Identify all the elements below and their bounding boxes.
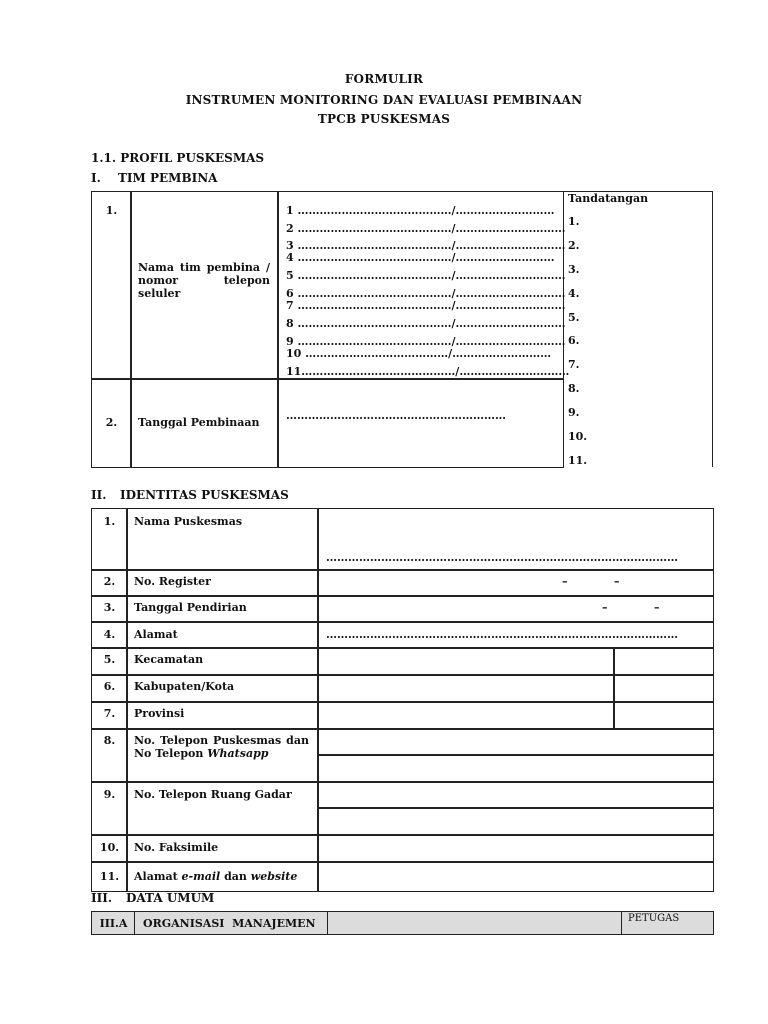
organisasi-title: ORGANISASI MANAJEMEN	[143, 917, 316, 930]
email-website-label	[134, 870, 297, 883]
telepon-puskesmas-label	[134, 734, 309, 760]
identitas-num: 11.	[99, 870, 120, 883]
telepon-whatsapp-field[interactable]	[317, 754, 714, 783]
tim-row1-label-cell	[130, 191, 279, 380]
tim-member-line[interactable]: 9 ……………………………………/…………………………	[286, 335, 566, 348]
identitas-num: 10.	[99, 841, 120, 854]
tim-member-line[interactable]: 4 ……………………………………/………………………	[286, 251, 555, 264]
tim-member-line[interactable]: 5 ……………………………………/…………………………	[286, 269, 566, 282]
tim-member-line[interactable]: 2 ……………………………………/…………………………	[286, 222, 566, 235]
tim-row1-label: Nama tim pembina / nomor telepon seluler	[138, 261, 270, 300]
organisasi-blank-cell	[327, 911, 623, 935]
email-italic-text: e-mail	[181, 870, 221, 883]
signature-number[interactable]: 9.	[568, 406, 580, 419]
identitas-num: 3.	[103, 601, 116, 614]
kabupaten-kota-field[interactable]	[317, 674, 615, 703]
identitas-label-cell	[126, 701, 319, 730]
tim-member-line[interactable]: 1 ……………………………………/………………………	[286, 204, 555, 217]
identitas-num-cell	[91, 674, 128, 703]
signature-number[interactable]: 11.	[568, 454, 588, 467]
tim-row2-value-cell[interactable]	[277, 378, 564, 468]
identitas-num-cell	[91, 569, 128, 597]
form-subtitle-2: TPCB PUSKESMAS	[317, 112, 451, 126]
tim-member-line[interactable]: 6 ……………………………………/…………………………	[286, 287, 566, 300]
form-subtitle: INSTRUMEN MONITORING DAN EVALUASI PEMBINAAN	[185, 93, 583, 107]
tim-row2-label: Tanggal Pembinaan	[138, 416, 260, 429]
identitas-label-cell	[126, 595, 319, 623]
section-ii-title: IDENTITAS PUSKESMAS	[120, 488, 289, 502]
kecamatan-code-field[interactable]	[613, 647, 714, 676]
register-dash: –	[562, 575, 568, 588]
signature-number[interactable]: 2.	[568, 239, 580, 252]
identitas-num-cell	[91, 781, 128, 836]
no-register-label: No. Register	[134, 575, 211, 588]
signature-number[interactable]: 6.	[568, 334, 580, 347]
identitas-num: 9.	[103, 788, 116, 801]
tim-row1-num: 1.	[105, 204, 118, 217]
telepon-ruang-gadar-field[interactable]	[317, 781, 714, 809]
identitas-num-cell	[91, 861, 128, 892]
telepon-ruang-gadar-label: No. Telepon Ruang Gadar	[134, 788, 292, 801]
identitas-label-cell	[126, 508, 319, 571]
nama-puskesmas-label: Nama Puskesmas	[134, 515, 243, 528]
identitas-num-cell	[91, 701, 128, 730]
identitas-num-cell	[91, 728, 128, 783]
faksimile-field[interactable]	[317, 834, 714, 863]
identitas-num: 1.	[103, 515, 116, 528]
identitas-label-cell	[126, 834, 319, 863]
iii-a-code-cell	[91, 911, 136, 935]
identitas-num-cell	[91, 834, 128, 863]
identitas-label-cell	[126, 861, 319, 892]
identitas-num: 8.	[103, 734, 116, 747]
identitas-label-cell	[126, 728, 319, 783]
tim-member-line[interactable]: 3 ……………………………………/…………………………	[286, 239, 566, 252]
kabupaten-kota-code-field[interactable]	[613, 674, 714, 703]
section-iii-roman: III.	[91, 891, 113, 905]
identitas-num-cell	[91, 508, 128, 571]
date-dash: –	[602, 601, 608, 614]
provinsi-code-field[interactable]	[613, 701, 714, 730]
section-ii-roman: II.	[91, 488, 107, 502]
email-and-text: dan	[224, 870, 247, 883]
identitas-label-cell	[126, 674, 319, 703]
date-dash: –	[654, 601, 660, 614]
kecamatan-field[interactable]	[317, 647, 615, 676]
faksimile-label: No. Faksimile	[134, 841, 219, 854]
alamat-dots: ……………………………………………………………………………………	[326, 628, 678, 641]
section-i-title: TIM PEMBINA	[118, 171, 218, 185]
identitas-label-cell	[126, 569, 319, 597]
tim-member-line[interactable]: 8 ……………………………………/…………………………	[286, 317, 566, 330]
telepon-puskesmas-label-text: No. Telepon Puskesmas dan No Telepon	[134, 734, 309, 760]
section-iii-title: DATA UMUM	[126, 891, 215, 905]
identitas-num: 6.	[103, 680, 116, 693]
tanggal-pendirian-field[interactable]	[317, 595, 714, 623]
alamat-field[interactable]	[317, 621, 714, 649]
identitas-num: 7.	[103, 707, 116, 720]
form-title: FORMULIR	[344, 72, 424, 86]
identitas-num-cell	[91, 595, 128, 623]
email-label-text: Alamat	[134, 870, 178, 883]
signature-column	[562, 191, 713, 467]
identitas-num-cell	[91, 647, 128, 676]
no-register-field[interactable]	[317, 569, 714, 597]
tim-row2-num-cell	[91, 378, 132, 468]
nama-puskesmas-field[interactable]	[317, 508, 714, 571]
section-i-roman: I.	[91, 171, 101, 185]
kabupaten-kota-label: Kabupaten/Kota	[134, 680, 235, 693]
whatsapp-label-text: Whatsapp	[207, 747, 269, 760]
petugas-header: PETUGAS	[628, 913, 680, 924]
tim-row2-num: 2.	[105, 416, 118, 429]
identitas-label-cell	[126, 647, 319, 676]
tim-row2-label-cell	[130, 378, 279, 468]
tim-row1-lines-cell	[277, 191, 570, 380]
identitas-num-cell	[91, 621, 128, 649]
petugas-cell	[621, 911, 714, 935]
alamat-label: Alamat	[134, 628, 178, 641]
provinsi-label: Provinsi	[134, 707, 185, 720]
identitas-label-cell	[126, 621, 319, 649]
register-dash: –	[614, 575, 620, 588]
signature-number[interactable]: 3.	[568, 263, 580, 276]
telepon-puskesmas-field[interactable]	[317, 728, 714, 756]
tim-member-line[interactable]: 10 …………………………………/………………………	[286, 347, 552, 360]
organisasi-title-cell	[134, 911, 329, 935]
kecamatan-label: Kecamatan	[134, 653, 204, 666]
identitas-label-cell	[126, 781, 319, 836]
signature-number[interactable]: 8.	[568, 382, 580, 395]
identitas-num: 2.	[103, 575, 116, 588]
tim-row1-num-cell	[91, 191, 132, 380]
signature-title: Tandatangan	[568, 192, 649, 205]
section-profile-heading: 1.1. PROFIL PUSKESMAS	[91, 151, 265, 165]
telepon-ruang-gadar-field-2[interactable]	[317, 807, 714, 836]
nama-puskesmas-dots: ……………………………………………………………………………………	[326, 551, 678, 564]
website-italic-text: website	[250, 870, 298, 883]
tanggal-pendirian-label: Tanggal Pendirian	[134, 601, 247, 614]
provinsi-field[interactable]	[317, 701, 615, 730]
tanggal-pembinaan-field[interactable]: ……………………………………………………	[286, 409, 506, 422]
tim-member-line[interactable]: 11……………………………………/…………………………	[286, 365, 570, 378]
identitas-num: 5.	[103, 653, 116, 666]
signature-number[interactable]: 10.	[568, 430, 588, 443]
signature-number[interactable]: 1.	[568, 215, 580, 228]
iii-a-code: III.A	[99, 917, 128, 930]
signature-number[interactable]: 5.	[568, 311, 580, 324]
signature-number[interactable]: 7.	[568, 358, 580, 371]
identitas-num: 4.	[103, 628, 116, 641]
signature-number[interactable]: 4.	[568, 287, 580, 300]
email-website-field[interactable]	[317, 861, 714, 892]
tim-member-line[interactable]: 7 ……………………………………/…………………………	[286, 299, 566, 312]
